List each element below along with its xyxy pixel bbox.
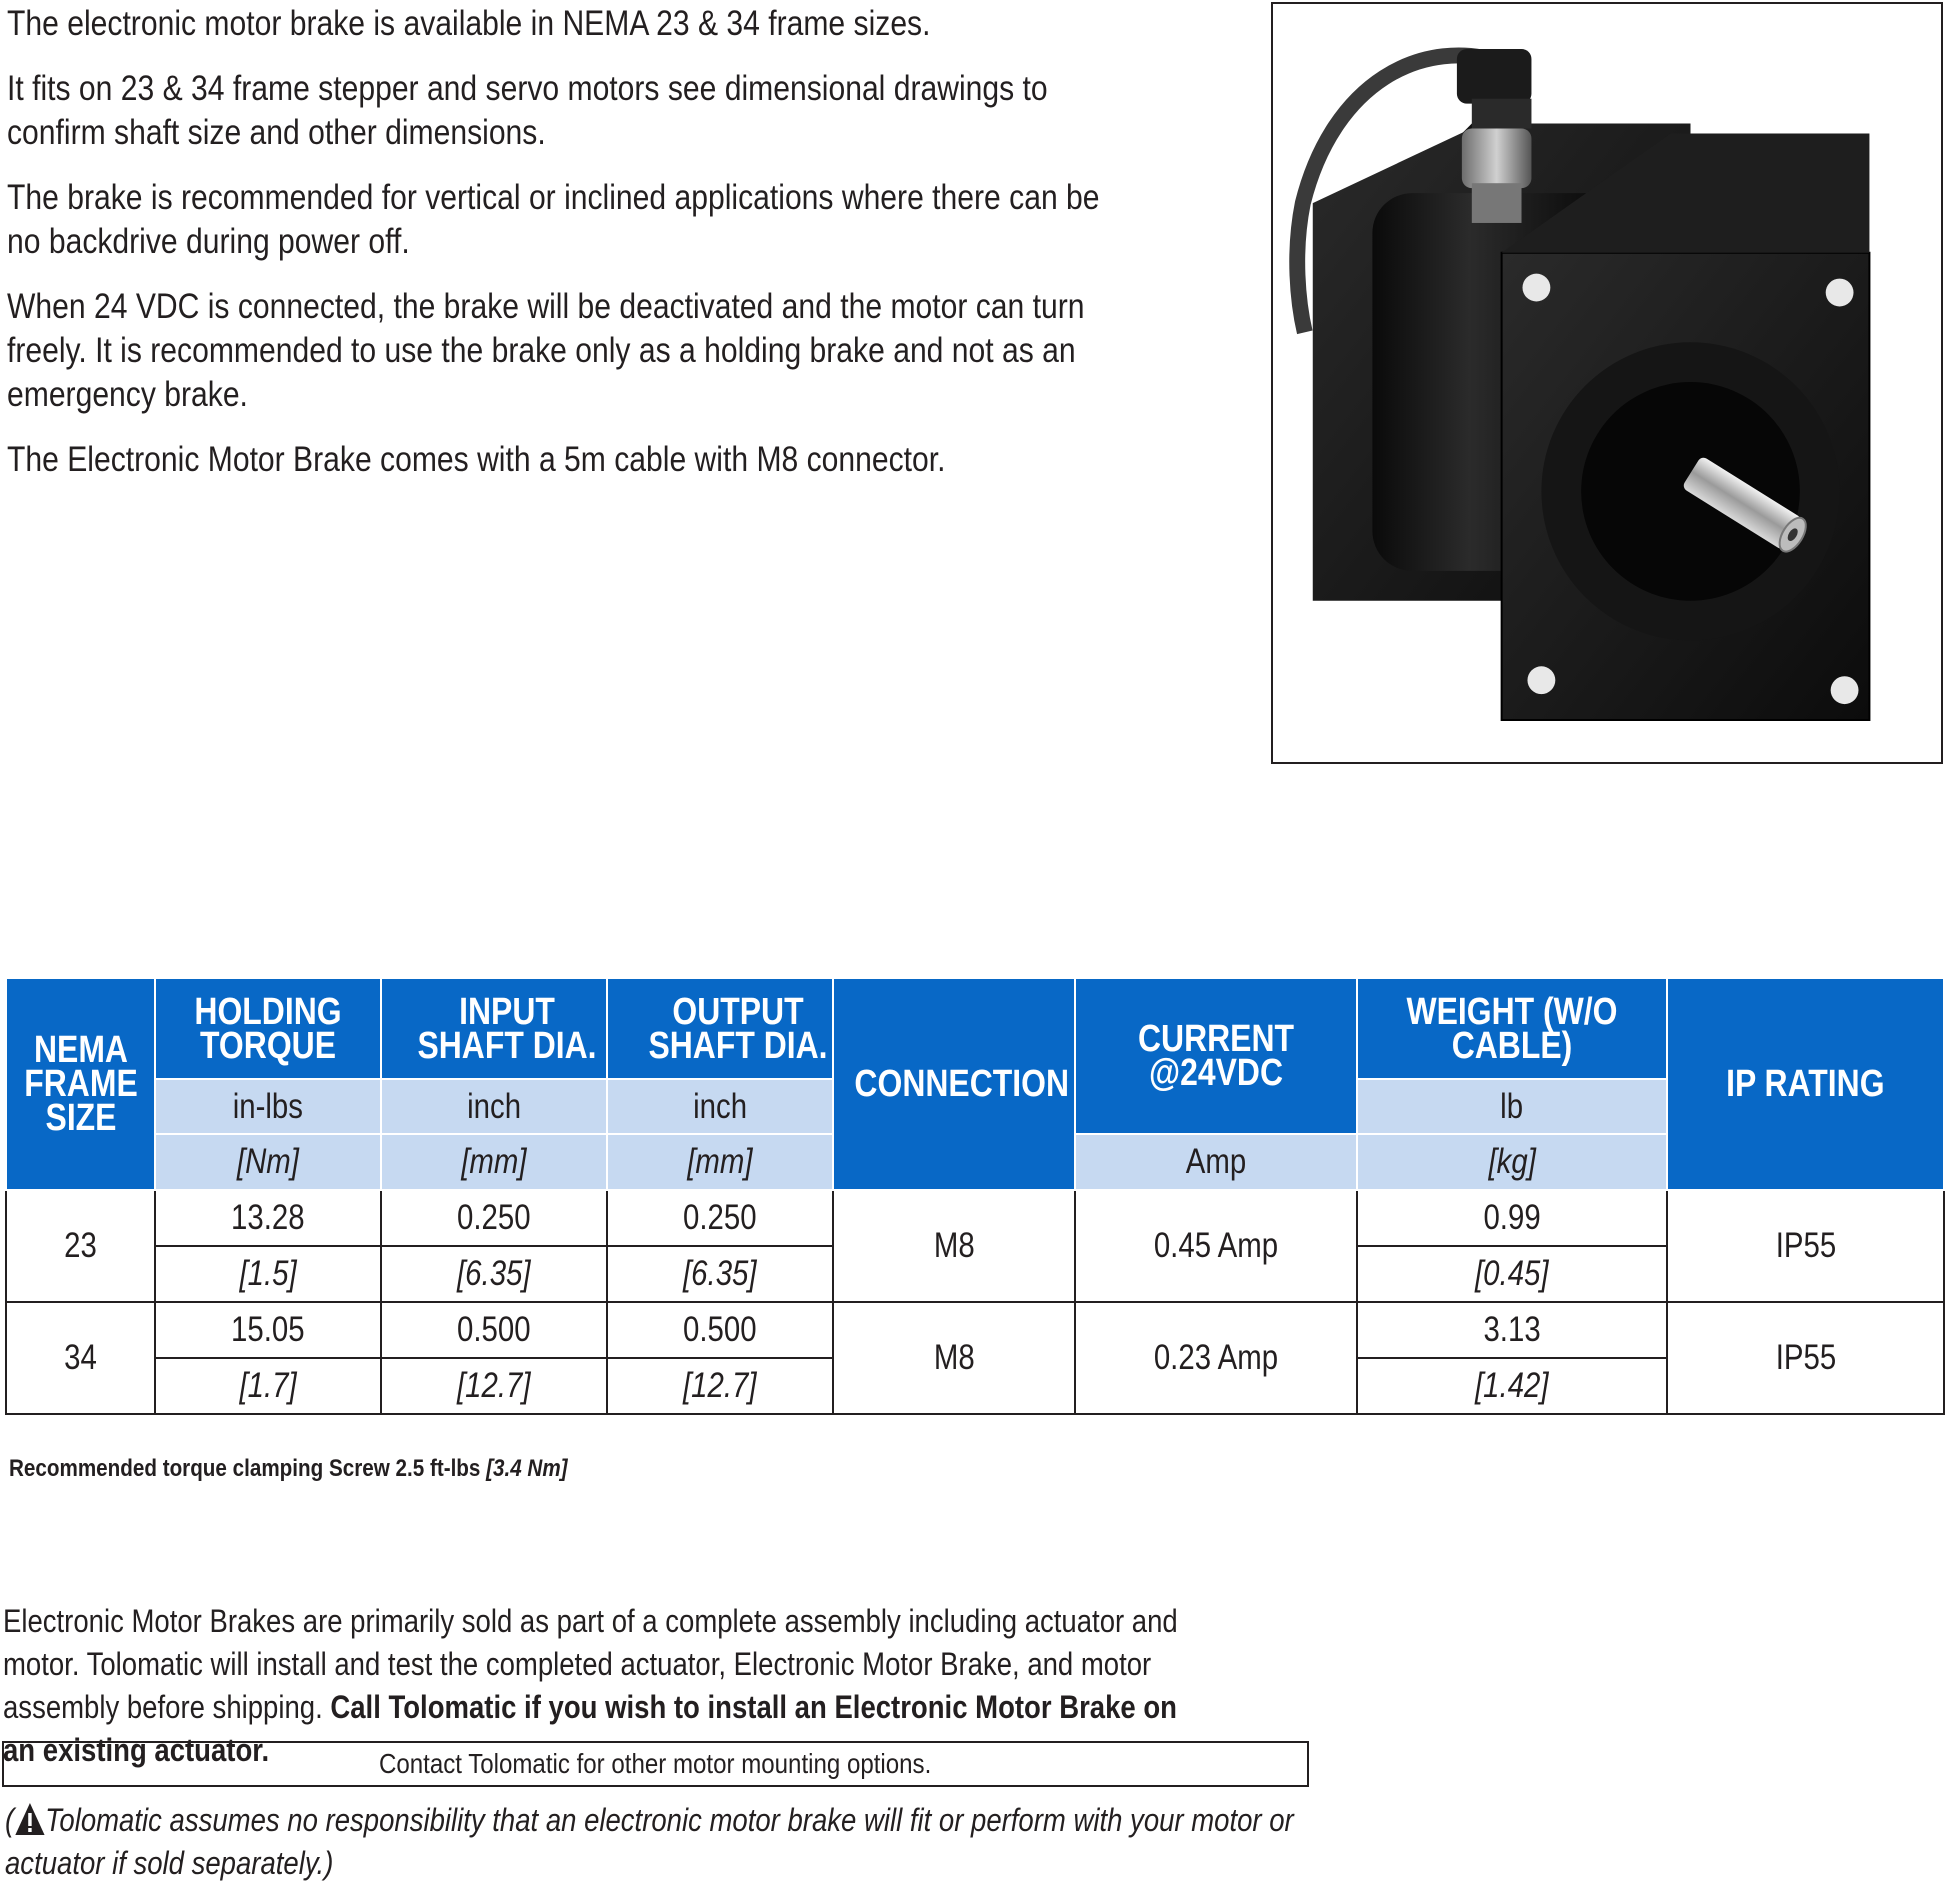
intro-paragraph-5: The Electronic Motor Brake comes with a 5m cable with M8 connector.: [7, 440, 946, 479]
specification-table: [5, 977, 1945, 1415]
header-weight: WEIGHT (W/O CABLE): [1357, 978, 1667, 1079]
cell-torque-metric: [1.5]: [155, 1246, 381, 1302]
disclaimer: [5, 1799, 1347, 1885]
unit-torque-imperial: in-lbs: [155, 1079, 381, 1134]
cell-output-metric: [12.7]: [607, 1358, 833, 1414]
cell-current: 0.23 Amp: [1075, 1302, 1357, 1414]
header-ip-rating: IP RATING: [1667, 978, 1944, 1190]
table-row: [6, 1302, 1944, 1358]
warning-triangle-icon: [14, 1801, 45, 1837]
intro-paragraph-4: When 24 VDC is connected, the brake will be deactivated and the motor can turn freely. It is recommended to use the brake only as a holding brake and not as an emergency brake.: [7, 287, 1085, 414]
cell-input: 0.500: [381, 1302, 607, 1358]
cell-output: 0.500: [607, 1302, 833, 1358]
torque-note-text: Recommended torque clamping Screw 2.5 ft-lbs: [9, 1455, 487, 1482]
cell-connection: M8: [833, 1190, 1075, 1302]
cell-input-metric: [6.35]: [381, 1246, 607, 1302]
unit-input-imperial: inch: [381, 1079, 607, 1134]
header-current: CURRENT @24VDC: [1075, 978, 1357, 1134]
cell-output-metric: [6.35]: [607, 1246, 833, 1302]
cell-weight: 0.99: [1357, 1190, 1667, 1246]
header-input-shaft-dia: INPUT SHAFT DIA.: [381, 978, 607, 1079]
unit-input-metric: [mm]: [381, 1134, 607, 1190]
cell-weight-metric: [1.42]: [1357, 1358, 1667, 1414]
cell-current: 0.45 Amp: [1075, 1190, 1357, 1302]
disclaimer-text: Tolomatic assumes no responsibility that an electronic motor brake will fit or perform with your motor or actuator if sold separately.): [5, 1802, 1294, 1881]
cell-connection: M8: [833, 1302, 1075, 1414]
unit-current: Amp: [1075, 1134, 1357, 1190]
cell-weight: 3.13: [1357, 1302, 1667, 1358]
unit-weight-metric: [kg]: [1357, 1134, 1667, 1190]
cell-ip: IP55: [1667, 1302, 1944, 1414]
cell-output: 0.250: [607, 1190, 833, 1246]
unit-weight-imperial: lb: [1357, 1079, 1667, 1134]
contact-text: Contact Tolomatic for other motor mounting options.: [379, 1748, 932, 1779]
motor-brake-illustration: [1273, 4, 1941, 762]
header-nema-frame-size: NEMA FRAME SIZE: [6, 978, 155, 1190]
cell-frame: 34: [6, 1302, 155, 1414]
header-output-shaft-dia: OUTPUT SHAFT DIA.: [607, 978, 833, 1079]
cell-ip: IP55: [1667, 1190, 1944, 1302]
assembly-text: Electronic Motor Brakes are primarily sold as part of a complete assembly including actuator and motor. Tolomatic will install and test the completed actuator, Electronic Motor Brake, and motor assembly before shipping.: [3, 1603, 1178, 1725]
table-row: [6, 1190, 1944, 1246]
header-connection: CONNECTION: [833, 978, 1075, 1190]
cell-input-metric: [12.7]: [381, 1358, 607, 1414]
torque-note-metric: [3.4 Nm]: [486, 1455, 568, 1482]
unit-output-metric: [mm]: [607, 1134, 833, 1190]
torque-note: [9, 1455, 568, 1483]
unit-output-imperial: inch: [607, 1079, 833, 1134]
intro-paragraph-2: It fits on 23 & 34 frame stepper and servo motors see dimensional drawings to confirm shaft size and other dimensions.: [7, 69, 1048, 152]
intro-paragraph-1: The electronic motor brake is available in NEMA 23 & 34 frame sizes.: [7, 4, 931, 43]
cell-torque-metric: [1.7]: [155, 1358, 381, 1414]
cell-frame: 23: [6, 1190, 155, 1302]
motor-brake-photo: [1271, 2, 1943, 764]
header-holding-torque: HOLDING TORQUE: [155, 978, 381, 1079]
unit-torque-metric: [Nm]: [155, 1134, 381, 1190]
cell-weight-metric: [0.45]: [1357, 1246, 1667, 1302]
assembly-callout: Call Tolomatic if you wish to install an Electronic Motor Brake on an existing actuator.: [3, 1689, 1177, 1768]
cell-torque: 13.28: [155, 1190, 381, 1246]
intro-paragraph-3: The brake is recommended for vertical or inclined applications where there can be no backdrive during power off.: [7, 178, 1100, 261]
disclaimer-open-paren: (: [5, 1802, 15, 1838]
intro-text: [7, 2, 1117, 503]
cell-input: 0.250: [381, 1190, 607, 1246]
cell-torque: 15.05: [155, 1302, 381, 1358]
contact-box: [2, 1741, 1309, 1787]
